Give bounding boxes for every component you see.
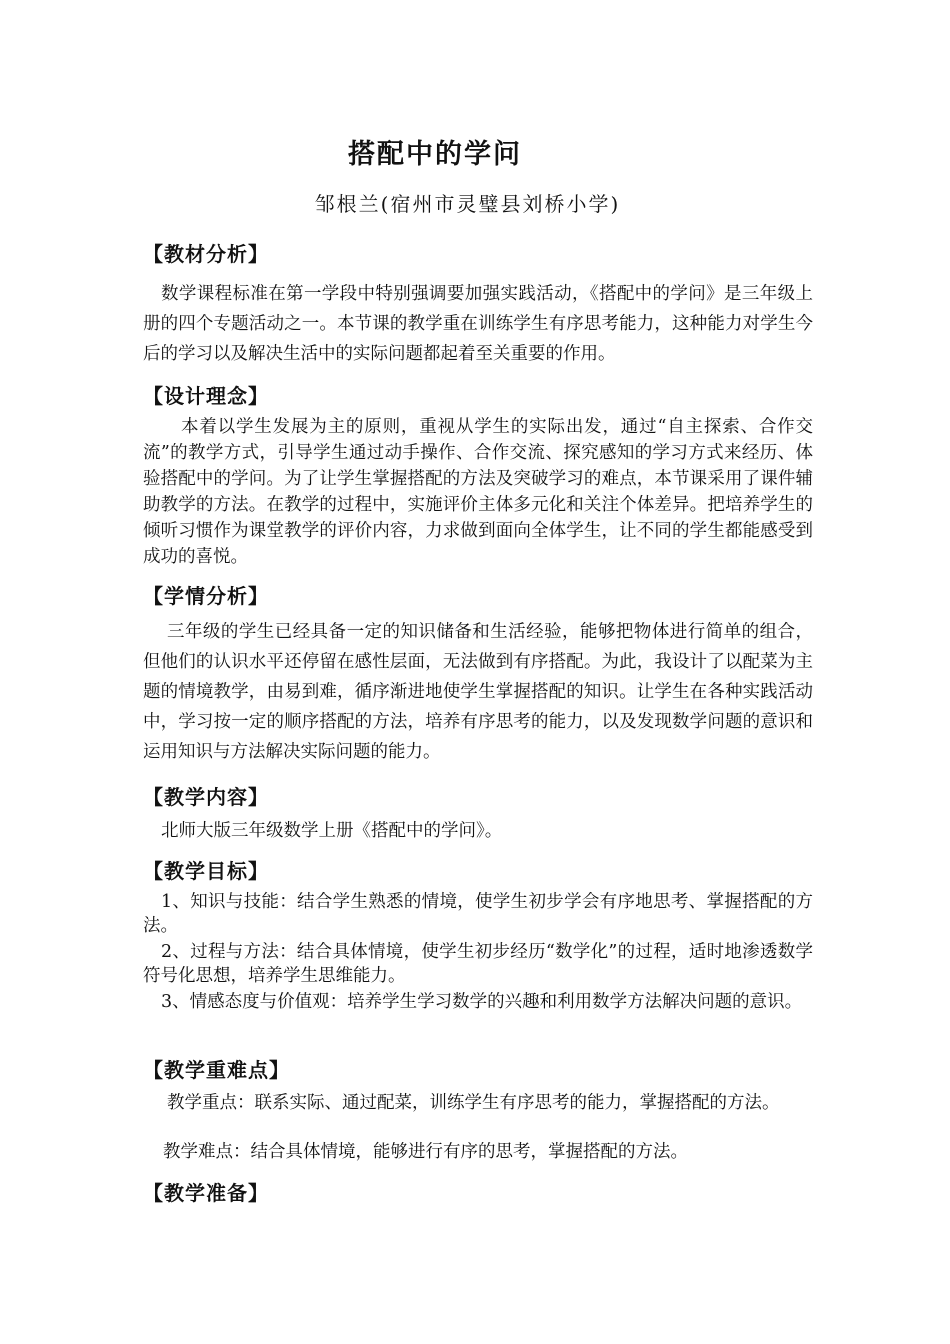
heading-teaching-content: 【教学内容】 <box>143 785 269 809</box>
paragraph-teaching-focus: 教学重点：联系实际、通过配菜，训练学生有序思考的能力，掌握搭配的方法。 <box>167 1093 780 1113</box>
goal-item: 1、知识与技能：结合学生熟悉的情境，使学生初步学会有序地思考、掌握搭配的方法。 <box>143 892 813 936</box>
heading-material-analysis: 【教材分析】 <box>143 242 269 266</box>
heading-teaching-goals: 【教学目标】 <box>143 859 269 883</box>
goal-item: 3、情感态度与价值观：培养学生学习数学的兴趣和利用数学方法解决问题的意识。 <box>161 992 803 1012</box>
heading-design-concept: 【设计理念】 <box>143 384 269 408</box>
heading-student-analysis: 【学情分析】 <box>143 584 269 608</box>
paragraph-design-concept: 本着以学生发展为主的原则，重视从学生的实际出发，通过“自主探索、合作交流”的教学方式，引导学生通过动手操作、合作交流、探究感知的学习方式来经历、体验搭配中的学问。为了让学生掌握搭配的方法及突破学习的难点，本节课采用了课件辅助教学的方法。在教学的过程中，实施评价主体多元化和关注个体差异。把培养学生的倾听习惯作为课堂教学的评价内容，力求做到面向全体学生，让不同的学生都能感受到成功的喜悦。 <box>143 417 813 567</box>
heading-teaching-preparation: 【教学准备】 <box>143 1181 269 1205</box>
heading-key-points: 【教学重难点】 <box>143 1058 290 1082</box>
paragraph-material-analysis: 数学课程标准在第一学段中特别强调要加强实践活动，《搭配中的学问》是三年级上册的四个专题活动之一。本节课的教学重在训练学生有序思考能力，这种能力对学生今后的学习以及解决生活中的实际问题都起着至关重要的作用。 <box>143 284 813 364</box>
paragraph-student-analysis: 三年级的学生已经具备一定的知识储备和生活经验，能够把物体进行简单的组合，但他们的认识水平还停留在感性层面，无法做到有序搭配。为此，我设计了以配菜为主题的情境教学，由易到难，循序渐进地使学生掌握搭配的知识。让学生在各种实践活动中，学习按一定的顺序搭配的方法，培养有序思考的能力，以及发现数学问题的意识和运用知识与方法解决实际问题的能力。 <box>143 622 813 762</box>
goal-item: 2、过程与方法：结合具体情境，使学生初步经历“数学化”的过程，适时地渗透数学符号化思想，培养学生思维能力。 <box>143 942 813 986</box>
document-title: 搭配中的学问 <box>348 139 522 170</box>
paragraph-teaching-content: 北师大版三年级数学上册《搭配中的学问》。 <box>161 821 503 841</box>
document-author: 邹根兰(宿州市灵璧县刘桥小学) <box>314 192 621 216</box>
paragraph-teaching-difficulty: 教学难点：结合具体情境，能够进行有序的思考，掌握搭配的方法。 <box>163 1142 688 1162</box>
